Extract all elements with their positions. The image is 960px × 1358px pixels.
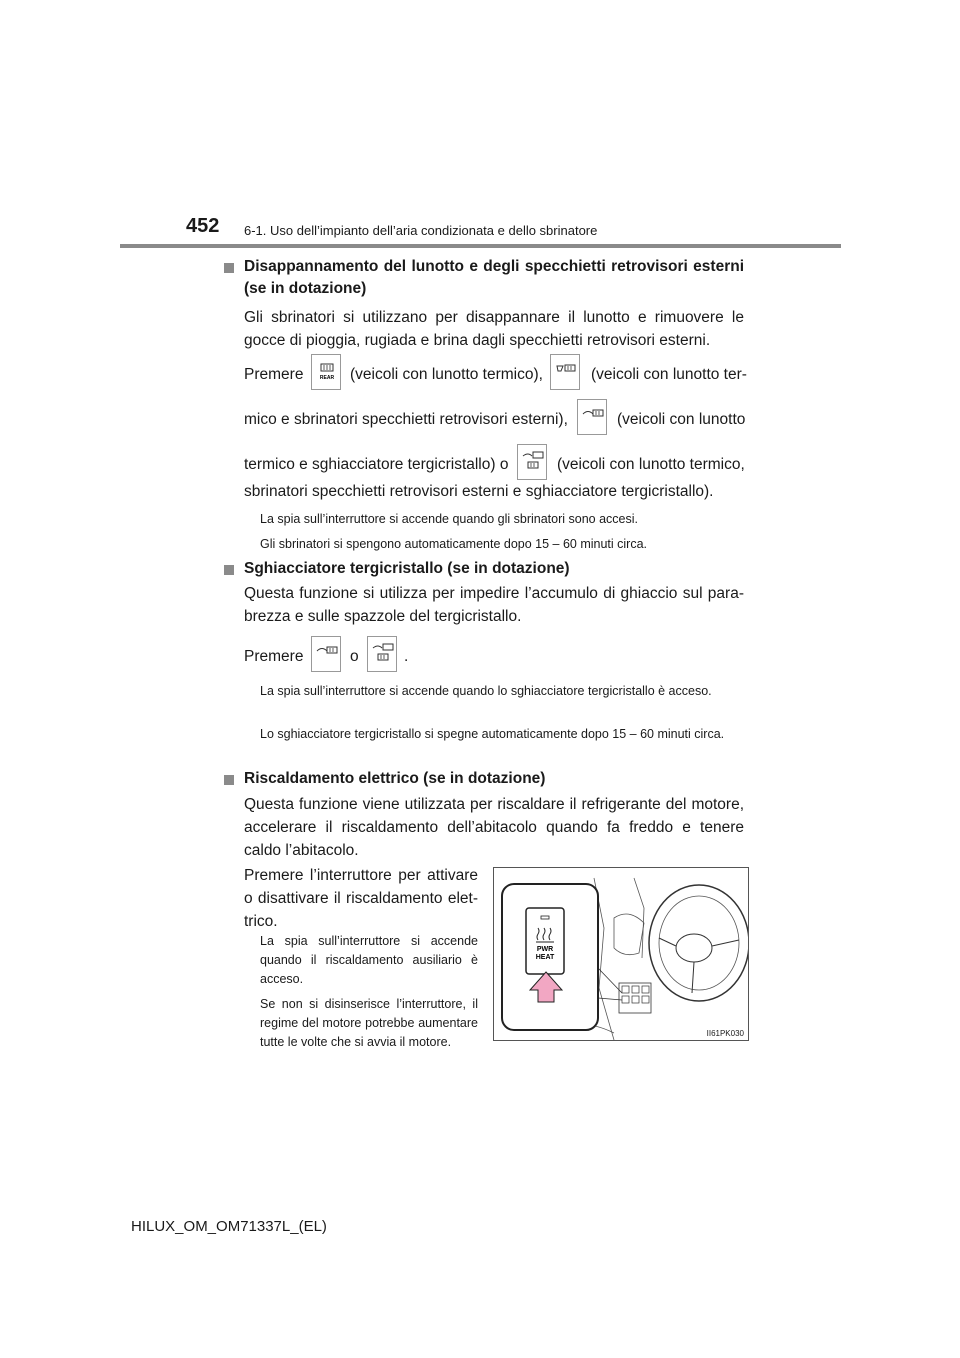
- section1-paragraph: Gli sbrinatori si utilizzano per disappannare il lunotto e rimuovere le gocce di pioggia, rugiada e brina dagli specchietti retrovisori esterni.: [244, 309, 744, 349]
- section3-paragraph: Questa funzione viene utilizzata per riscaldare il refrigerante del motore, accelerare il riscaldamento dell’abitacolo quando fa freddo e tenere caldo l’abitacolo.: [244, 796, 744, 859]
- page-number: 452: [186, 215, 220, 237]
- section1-note2: Gli sbrinatori si spengono automaticamente dopo 15 – 60 minuti circa.: [260, 537, 648, 551]
- header-rule: [120, 244, 841, 248]
- wiper-deicer-icon: [578, 400, 608, 436]
- heading-bullet: [224, 775, 234, 785]
- text-line2b: (veicoli con lunotto: [617, 411, 746, 428]
- all-defogger-key: [367, 636, 397, 672]
- section1-heading-line2: (se in dotazione): [244, 280, 367, 297]
- text-line4: sbrinatori specchietti retrovisori esterni e sghiacciatore tergicristallo).: [244, 483, 714, 500]
- rear-mirror-key: [550, 354, 580, 390]
- section2-note1: La spia sull’interruttore si accende quando lo sghiacciatore tergicristallo è acceso.: [260, 684, 712, 698]
- heading-bullet: [224, 565, 234, 575]
- all-defogger-icon: [518, 445, 548, 481]
- rear-defogger-key: [311, 354, 341, 390]
- rear-defogger-icon: [312, 355, 342, 391]
- rear-label: REAR: [319, 375, 335, 381]
- section3-press: Premere l’interruttore per attivare o disattivare il riscaldamento elet-trico.: [244, 867, 478, 930]
- wiper-deicer-icon: [312, 637, 342, 673]
- heat-label: HEAT: [535, 954, 555, 961]
- press-text: Premere: [244, 648, 304, 665]
- all-defogger-icon: [368, 637, 398, 673]
- section2-note2: Lo sghiacciatore tergicristallo si spegne automaticamente dopo 15 – 60 minuti circa.: [260, 727, 725, 741]
- section-title: 6-1. Uso dell’impianto dell’aria condizionata e dello sbrinatore: [244, 223, 598, 238]
- section3-note1: La spia sull’interruttore si accende quando il riscaldamento ausiliario è acceso.: [260, 934, 478, 986]
- footer-doc-id: HILUX_OM_OM71337L_(EL): [131, 1218, 327, 1235]
- dashboard-illustration: [493, 867, 749, 1041]
- section3-note2: Se non si disinserisce l’interruttore, il regime del motore potrebbe aumentare tutte le volte che si avvia il motore.: [260, 997, 478, 1049]
- text-mirror: (veicoli con lunotto ter-: [591, 366, 747, 383]
- period-text: .: [404, 648, 409, 665]
- wiper-deicer-key: [311, 636, 341, 672]
- figure-code: II61PK030: [706, 1029, 744, 1038]
- press-text: Premere: [244, 366, 304, 383]
- section1-heading-line1: Disappannamento del lunotto e degli specchietti retrovisori esterni: [244, 258, 744, 275]
- pwr-label: PWR: [536, 946, 554, 953]
- dashboard-drawing: [494, 868, 749, 1041]
- text-rear: (veicoli con lunotto termico),: [350, 366, 543, 383]
- text-line2: mico e sbrinatori specchietti retrovisori esterni),: [244, 411, 568, 428]
- text-line3: termico e sghiacciatore tergicristallo) o: [244, 456, 509, 473]
- section2-paragraph: Questa funzione si utilizza per impedire l’accumulo di ghiaccio sul para-brezza e sulle spazzole del tergicristallo.: [244, 585, 744, 625]
- section1-note1: La spia sull’interruttore si accende quando gli sbrinatori sono accesi.: [260, 512, 638, 526]
- or-text: o: [350, 648, 359, 665]
- section3-heading: Riscaldamento elettrico (se in dotazione): [244, 770, 546, 787]
- wiper-deicer-key: [577, 399, 607, 435]
- all-defogger-key: [517, 444, 547, 480]
- section2-heading: Sghiacciatore tergicristallo (se in dotazione): [244, 560, 570, 577]
- mirror-defogger-icon: [551, 355, 581, 391]
- text-line3b: (veicoli con lunotto termico,: [557, 456, 745, 473]
- heading-bullet: [224, 263, 234, 273]
